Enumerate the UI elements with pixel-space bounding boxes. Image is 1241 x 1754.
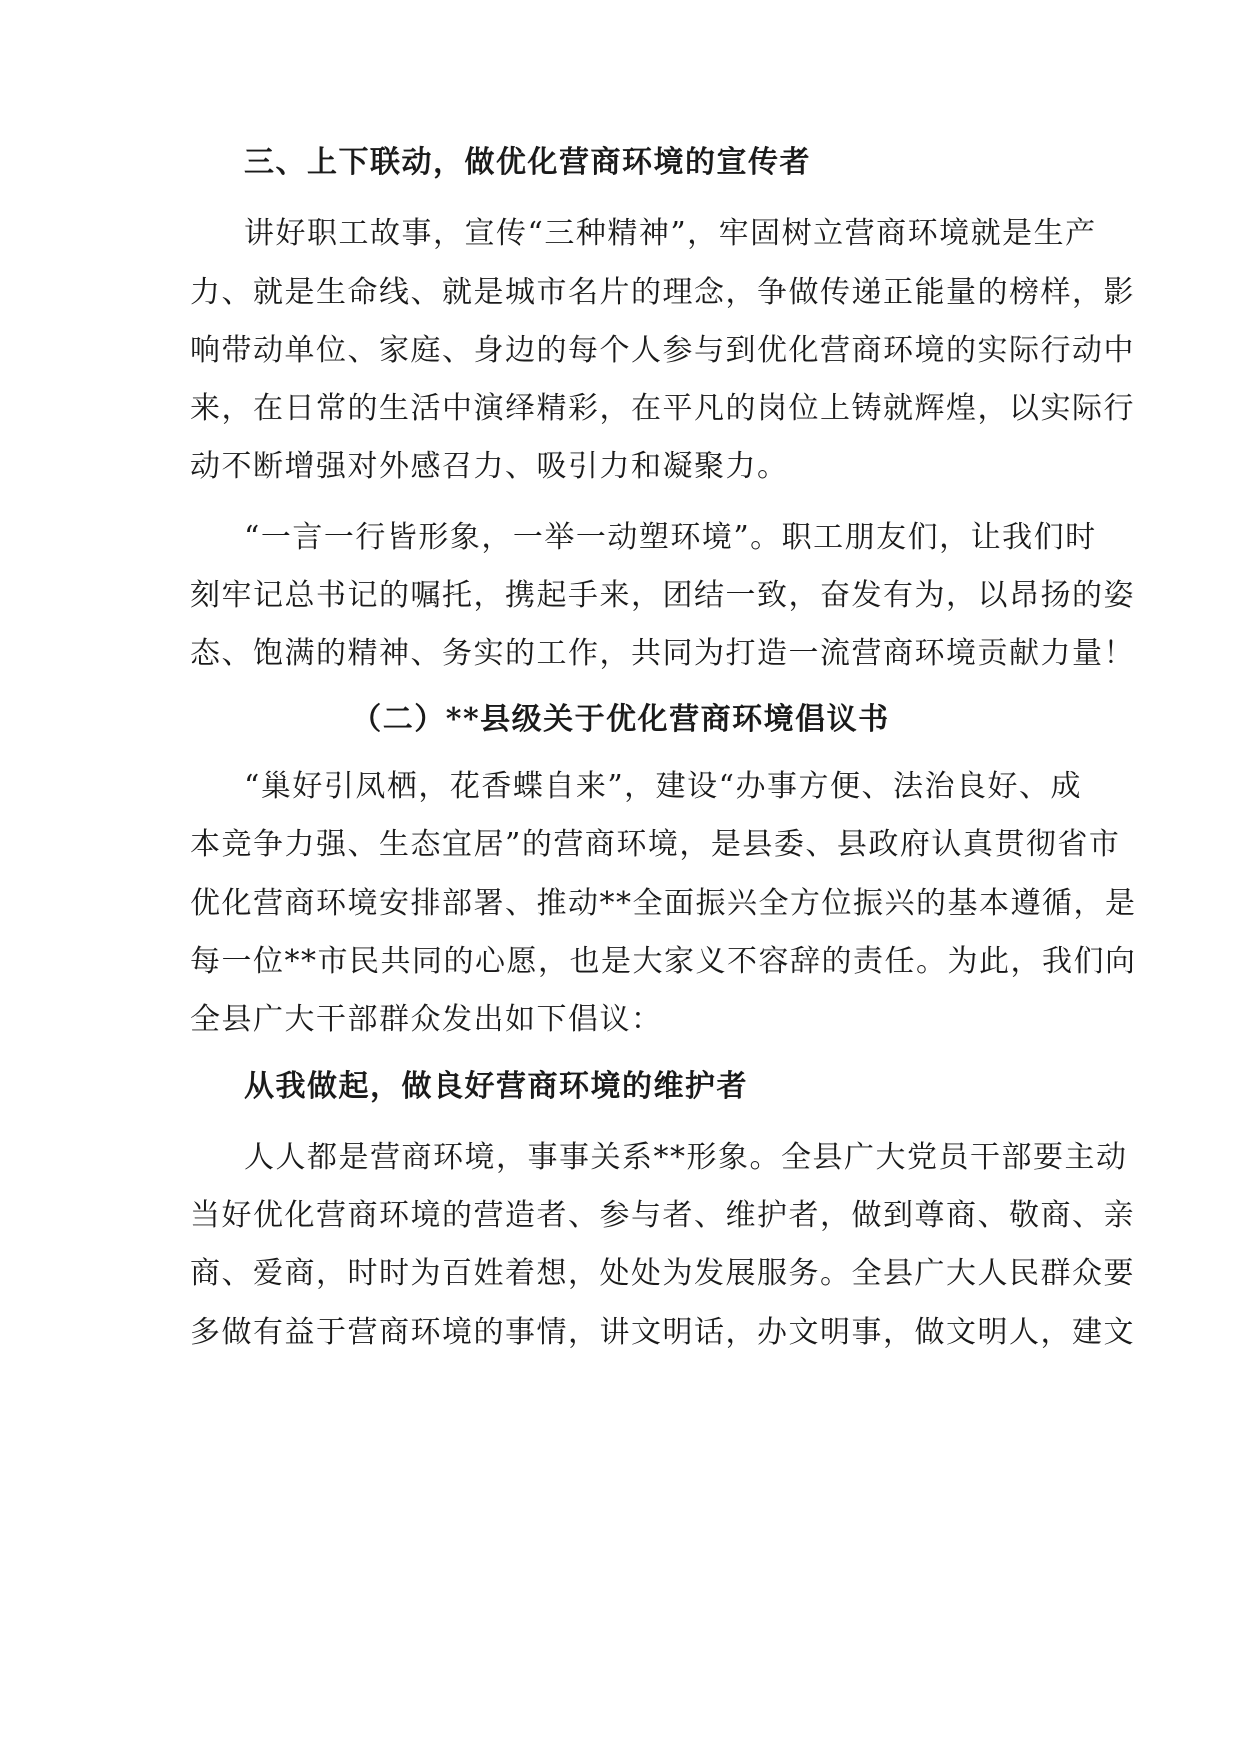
paragraph-line: 刻牢记总书记的嘱托，携起手来，团结一致，奋发有为，以昂扬的姿 [190, 578, 1135, 613]
paragraph-line: 动不断增强对外感召力、吸引力和凝聚力。 [190, 449, 789, 484]
paragraph-line: 当好优化营商环境的营造者、参与者、维护者，做到尊商、敬商、亲 [190, 1198, 1135, 1233]
paragraph-line: 商、爱商，时时为百姓着想，处处为发展服务。全县广大人民群众要 [190, 1256, 1135, 1291]
paragraph-line: 力、就是生命线、就是城市名片的理念，争做传递正能量的榜样，影 [190, 275, 1135, 310]
paragraph-line: 本竞争力强、生态宜居”的营商环境，是县委、县政府认真贯彻省市 [190, 827, 1121, 862]
paragraph-line: 响带动单位、家庭、身边的每个人参与到优化营商环境的实际行动中 [190, 333, 1135, 368]
paragraph-line: “一言一行皆形象，一举一动塑环境”。职工朋友们，让我们时 [244, 520, 1097, 555]
paragraph-line: “巢好引凤栖，花香蝶自来”，建设“办事方便、法治良好、成 [244, 769, 1083, 804]
section-heading: 从我做起，做良好营商环境的维护者 [244, 1069, 748, 1104]
paragraph-line: 多做有益于营商环境的事情，讲文明话，办文明事，做文明人，建文 [190, 1315, 1135, 1350]
paragraph-line: 来，在日常的生活中演绎精彩，在平凡的岗位上铸就辉煌，以实际行 [190, 391, 1135, 426]
paragraph-line: 讲好职工故事，宣传“三种精神”，牢固树立营商环境就是生产 [244, 216, 1097, 251]
paragraph-line: 每一位**市民共同的心愿，也是大家义不容辞的责任。为此，我们向 [190, 944, 1137, 979]
document-title: （二）**县级关于优化营商环境倡议书 [351, 702, 890, 737]
paragraph-line: 优化营商环境安排部署、推动**全面振兴全方位振兴的基本遵循，是 [190, 886, 1137, 921]
paragraph-line: 全县广大干部群众发出如下倡议： [190, 1002, 663, 1037]
paragraph-line: 态、饱满的精神、务实的工作，共同为打造一流营商环境贡献力量！ [190, 636, 1135, 671]
paragraph-line: 人人都是营商环境，事事关系**形象。全县广大党员干部要主动 [244, 1140, 1128, 1175]
section-heading: 三、上下联动，做优化营商环境的宣传者 [244, 145, 811, 180]
